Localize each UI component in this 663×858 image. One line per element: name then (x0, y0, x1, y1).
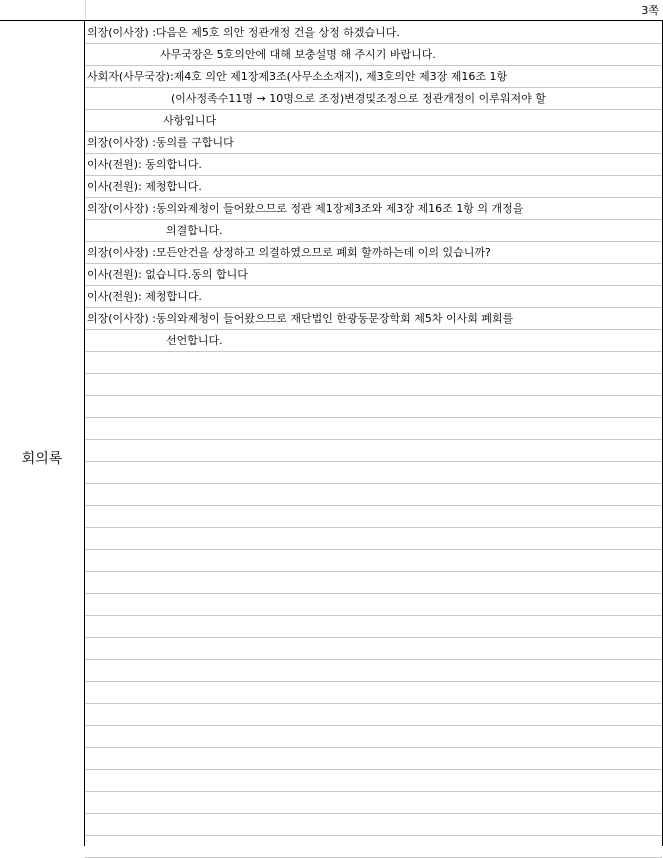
minutes-line-text: 사항입니다 (163, 114, 217, 127)
minutes-line (85, 22, 662, 44)
empty-ruled-line (85, 506, 662, 528)
minutes-line-text: 의장(이사장) :동의를 구합니다 (87, 136, 234, 149)
empty-ruled-line (85, 836, 662, 858)
minutes-line (85, 132, 662, 154)
page-number: 3쪽 (641, 4, 659, 17)
header-left-cell (0, 0, 86, 21)
minutes-line-text: (이사정족수11명 → 10명으로 조정)변경및조정으로 정관개정이 이루워져야 할 (171, 92, 546, 105)
minutes-line-text: 이사(전원): 제청합니다. (87, 180, 202, 193)
empty-ruled-line (85, 440, 662, 462)
minutes-line-text: 의장(이사장) :다음은 제5호 의안 정관개정 건을 상정 하겠습니다. (87, 26, 400, 39)
empty-ruled-line (85, 792, 662, 814)
minutes-line (85, 110, 662, 132)
minutes-line-text: 이사(전원): 제청합니다. (87, 290, 202, 303)
minutes-line (85, 286, 662, 308)
empty-ruled-line (85, 594, 662, 616)
section-label-column (0, 21, 85, 846)
minutes-line-text: 선언합니다. (166, 334, 223, 347)
minutes-rows (85, 22, 662, 858)
empty-ruled-line (85, 704, 662, 726)
minutes-line (85, 242, 662, 264)
empty-ruled-line (85, 374, 662, 396)
empty-ruled-line (85, 814, 662, 836)
minutes-line-text: 이사(전원): 동의합니다. (87, 158, 202, 171)
empty-ruled-line (85, 748, 662, 770)
empty-ruled-line (85, 638, 662, 660)
minutes-line-text: 의결합니다. (166, 224, 223, 237)
empty-ruled-line (85, 770, 662, 792)
empty-ruled-line (85, 484, 662, 506)
minutes-line (85, 44, 662, 66)
empty-ruled-line (85, 352, 662, 374)
minutes-line (85, 264, 662, 286)
minutes-line-text: 사무국장은 5호의안에 대해 보충설명 해 주시기 바랍니다. (160, 48, 436, 61)
empty-ruled-line (85, 418, 662, 440)
minutes-line (85, 154, 662, 176)
minutes-line (85, 220, 662, 242)
minutes-line-text: 의장(이사장) :모든안건을 상정하고 의결하였으므로 폐회 할까하는데 이의 있습니까? (87, 246, 491, 259)
empty-ruled-line (85, 550, 662, 572)
minutes-line (85, 176, 662, 198)
minutes-line-text: 이사(전원): 없습니다.동의 합니다 (87, 268, 248, 281)
minutes-line-text: 의장(이사장) :동의와제청이 들어왔으므로 재단법인 한광동문장학회 제5차 이사회 폐회를 (87, 312, 514, 325)
section-label: 회의록 (21, 451, 63, 467)
empty-ruled-line (85, 396, 662, 418)
minutes-line (85, 308, 662, 330)
empty-ruled-line (85, 616, 662, 638)
minutes-line (85, 330, 662, 352)
minutes-line (85, 198, 662, 220)
empty-ruled-line (85, 726, 662, 748)
minutes-line (85, 88, 662, 110)
empty-ruled-line (85, 528, 662, 550)
empty-ruled-line (85, 462, 662, 484)
minutes-line-text: 의장(이사장) :동의와제청이 들어왔으므로 정관 제1장제3조와 제3장 제16조 1항 의 개정을 (87, 202, 524, 215)
minutes-line-text: 사회자(사무국장):제4호 의안 제1장제3조(사무소소재지), 제3호의안 제3장 제16조 1항 (87, 70, 508, 83)
empty-ruled-line (85, 572, 662, 594)
minutes-line (85, 66, 662, 88)
empty-ruled-line (85, 660, 662, 682)
empty-ruled-line (85, 682, 662, 704)
header-divider (0, 20, 663, 21)
